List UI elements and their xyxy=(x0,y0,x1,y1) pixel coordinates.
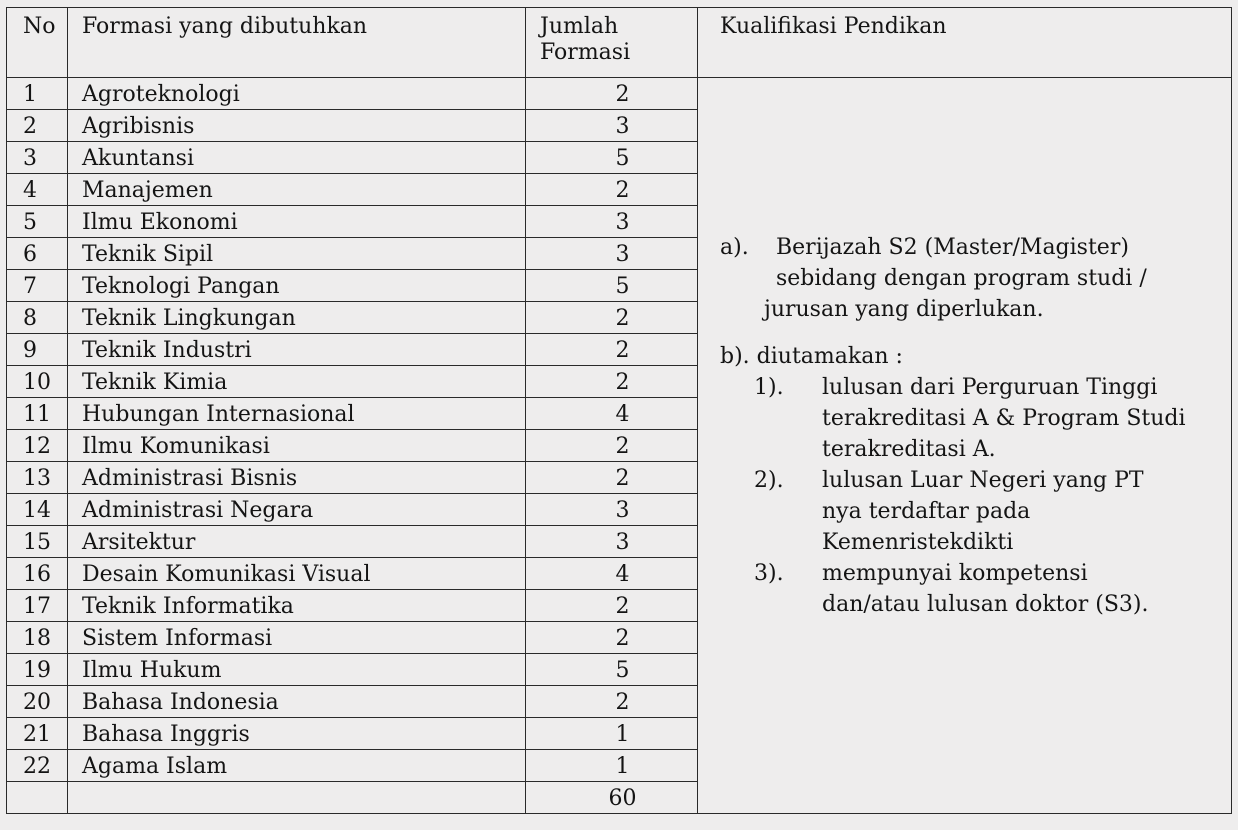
kualifikasi-a-mark: a). xyxy=(720,235,749,260)
row-no: 17 xyxy=(7,590,68,622)
row-jumlah: 3 xyxy=(526,206,698,238)
row-formasi: Agroteknologi xyxy=(68,78,526,110)
kualifikasi-b-title-text: diutamakan : xyxy=(756,344,903,369)
row-jumlah: 2 xyxy=(526,686,698,718)
row-no: 5 xyxy=(7,206,68,238)
kualifikasi-b-title xyxy=(720,341,1230,372)
row-formasi: Administrasi Bisnis xyxy=(68,462,526,494)
header-formasi: Formasi yang dibutuhkan xyxy=(68,8,526,78)
row-jumlah: 5 xyxy=(526,142,698,174)
total-label-empty xyxy=(68,782,526,814)
row-no: 10 xyxy=(7,366,68,398)
kualifikasi-b-item-line: lulusan Luar Negeri yang PT xyxy=(822,468,1144,493)
row-jumlah: 3 xyxy=(526,110,698,142)
kualifikasi-b-item-line: terakreditasi A. xyxy=(822,437,996,462)
row-no: 1 xyxy=(7,78,68,110)
total-jumlah: 60 xyxy=(526,782,698,814)
row-no: 8 xyxy=(7,302,68,334)
row-jumlah: 5 xyxy=(526,654,698,686)
header-jumlah-line1: Jumlah xyxy=(540,14,619,39)
row-formasi: Akuntansi xyxy=(68,142,526,174)
kualifikasi-a-line3: jurusan yang diperlukan. xyxy=(764,297,1044,322)
row-no: 19 xyxy=(7,654,68,686)
kualifikasi-b-item-line: terakreditasi A & Program Studi xyxy=(822,406,1186,431)
kualifikasi-block xyxy=(720,232,1230,620)
kualifikasi-b-item-mark: 1). xyxy=(754,375,784,400)
row-jumlah: 3 xyxy=(526,494,698,526)
row-jumlah: 2 xyxy=(526,174,698,206)
header-no: No xyxy=(7,8,68,78)
row-jumlah: 4 xyxy=(526,558,698,590)
row-jumlah: 1 xyxy=(526,718,698,750)
row-no: 2 xyxy=(7,110,68,142)
row-formasi: Bahasa Indonesia xyxy=(68,686,526,718)
row-jumlah: 2 xyxy=(526,302,698,334)
row-no: 4 xyxy=(7,174,68,206)
kualifikasi-b-item xyxy=(720,372,1230,465)
row-no: 18 xyxy=(7,622,68,654)
row-formasi: Ilmu Hukum xyxy=(68,654,526,686)
kualifikasi-b-item xyxy=(720,465,1230,558)
kualifikasi-b xyxy=(720,341,1230,620)
row-formasi: Arsitektur xyxy=(68,526,526,558)
kualifikasi-b-item-line: Kemenristekdikti xyxy=(822,530,1014,555)
kualifikasi-a-line1: Berijazah S2 (Master/Magister) xyxy=(776,235,1129,260)
kualifikasi-b-item-line: mempunyai kompetensi xyxy=(822,561,1088,586)
row-formasi: Agama Islam xyxy=(68,750,526,782)
header-jumlah-line2: Formasi xyxy=(540,40,631,65)
row-jumlah: 2 xyxy=(526,590,698,622)
row-formasi: Agribisnis xyxy=(68,110,526,142)
table-row xyxy=(7,78,1232,110)
formasi-table xyxy=(6,7,1232,814)
row-no: 9 xyxy=(7,334,68,366)
row-no: 16 xyxy=(7,558,68,590)
row-formasi: Teknik Kimia xyxy=(68,366,526,398)
row-no: 3 xyxy=(7,142,68,174)
row-jumlah: 2 xyxy=(526,430,698,462)
row-formasi: Administrasi Negara xyxy=(68,494,526,526)
kualifikasi-cell xyxy=(698,78,1232,814)
row-formasi: Desain Komunikasi Visual xyxy=(68,558,526,590)
row-formasi: Hubungan Internasional xyxy=(68,398,526,430)
row-no: 15 xyxy=(7,526,68,558)
kualifikasi-b-item-mark: 3). xyxy=(754,561,784,586)
kualifikasi-b-mark: b). xyxy=(720,344,750,369)
row-jumlah: 2 xyxy=(526,366,698,398)
row-formasi: Bahasa Inggris xyxy=(68,718,526,750)
row-jumlah: 5 xyxy=(526,270,698,302)
row-formasi: Sistem Informasi xyxy=(68,622,526,654)
kualifikasi-b-item-line: nya terdaftar pada xyxy=(822,499,1031,524)
row-no: 21 xyxy=(7,718,68,750)
row-no: 22 xyxy=(7,750,68,782)
row-formasi: Teknik Lingkungan xyxy=(68,302,526,334)
row-jumlah: 2 xyxy=(526,462,698,494)
total-no-empty xyxy=(7,782,68,814)
row-jumlah: 2 xyxy=(526,78,698,110)
kualifikasi-a-line2: sebidang dengan program studi / xyxy=(776,266,1147,291)
row-no: 11 xyxy=(7,398,68,430)
row-no: 13 xyxy=(7,462,68,494)
table-header-row xyxy=(7,8,1232,78)
row-no: 6 xyxy=(7,238,68,270)
row-jumlah: 2 xyxy=(526,334,698,366)
row-formasi: Ilmu Komunikasi xyxy=(68,430,526,462)
row-formasi: Manajemen xyxy=(68,174,526,206)
row-jumlah: 2 xyxy=(526,622,698,654)
row-no: 12 xyxy=(7,430,68,462)
row-no: 14 xyxy=(7,494,68,526)
row-no: 7 xyxy=(7,270,68,302)
row-jumlah: 1 xyxy=(526,750,698,782)
row-formasi: Teknik Informatika xyxy=(68,590,526,622)
row-no: 20 xyxy=(7,686,68,718)
row-jumlah: 3 xyxy=(526,238,698,270)
header-jumlah xyxy=(526,8,698,78)
row-formasi: Teknologi Pangan xyxy=(68,270,526,302)
kualifikasi-a xyxy=(720,232,1230,325)
kualifikasi-b-item-line: lulusan dari Perguruan Tinggi xyxy=(822,375,1158,400)
header-kualifikasi: Kualifikasi Pendikan xyxy=(698,8,1232,78)
row-formasi: Ilmu Ekonomi xyxy=(68,206,526,238)
row-jumlah: 3 xyxy=(526,526,698,558)
row-jumlah: 4 xyxy=(526,398,698,430)
kualifikasi-b-item-mark: 2). xyxy=(754,468,784,493)
row-formasi: Teknik Industri xyxy=(68,334,526,366)
kualifikasi-b-item xyxy=(720,558,1230,620)
row-formasi: Teknik Sipil xyxy=(68,238,526,270)
kualifikasi-b-item-line: dan/atau lulusan doktor (S3). xyxy=(822,592,1149,617)
